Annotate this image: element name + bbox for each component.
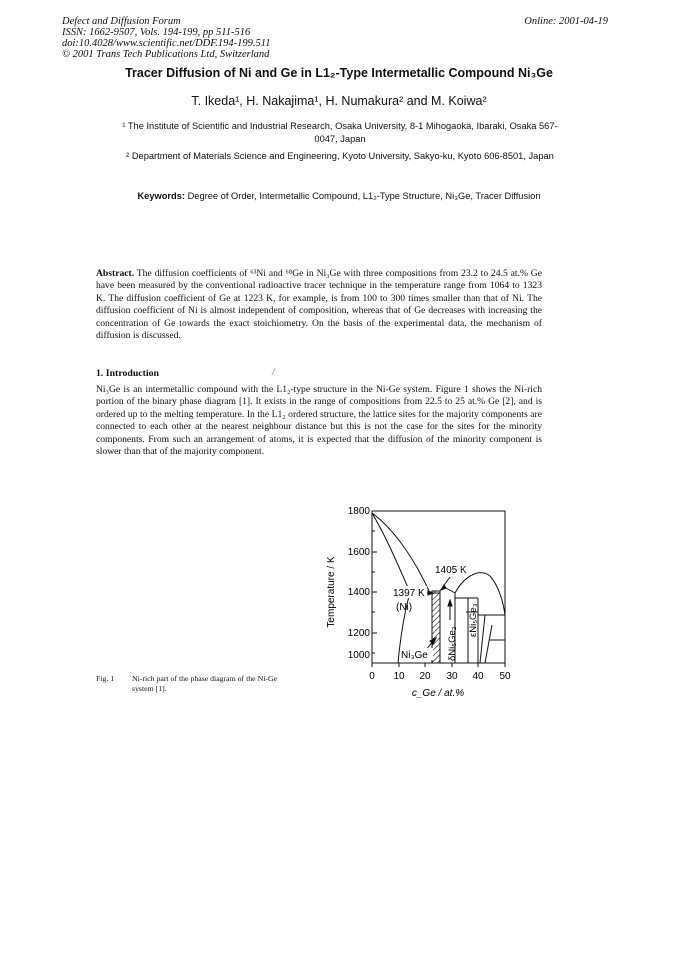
copyright-line: © 2001 Trans Tech Publications Ltd, Switzerland bbox=[62, 49, 270, 60]
keywords-label: Keywords: bbox=[137, 191, 185, 201]
epsilon-low-boundary-1 bbox=[480, 615, 485, 663]
keywords-text: Degree of Order, Intermetallic Compound, L1₂-Type Structure, Ni₃Ge, Tracer Diffusion bbox=[187, 191, 541, 201]
y-tick-1600: 1600 bbox=[347, 547, 370, 558]
abstract-label: Abstract. bbox=[96, 268, 135, 279]
label-delta-ni5ge2: δNi₅Ge₂ bbox=[447, 626, 458, 661]
online-date: Online: 2001-04-19 bbox=[524, 16, 608, 27]
label-1397k: 1397 K bbox=[393, 588, 425, 599]
y-axis-title: Temperature / K bbox=[326, 556, 337, 628]
x-tick-0: 0 bbox=[369, 671, 375, 682]
y-tick-1000: 1000 bbox=[347, 650, 370, 661]
journal-header bbox=[62, 16, 271, 60]
affiliation-1: ¹ The Institute of Scientific and Industrial Research, Osaka University, 8-1 Mihogaoka, Ibaraki, Osaka 567-0047, Japan bbox=[122, 121, 558, 144]
figure-number: Fig. 1 bbox=[96, 674, 115, 683]
epsilon-low-boundary-2 bbox=[485, 625, 492, 663]
figure-caption-line1: Ni-rich part of the phase diagram of the Ni-Ge bbox=[132, 674, 278, 683]
x-tick-10: 10 bbox=[393, 671, 405, 682]
author-list: T. Ikeda¹, H. Nakajima¹, H. Numakura² and M. Koiwa² bbox=[191, 94, 487, 108]
x-tick-40: 40 bbox=[472, 671, 484, 682]
y-axis-ticks bbox=[372, 511, 377, 653]
solidus-curve bbox=[372, 513, 410, 592]
epsilon-liquidus bbox=[455, 573, 505, 615]
figure-caption bbox=[96, 674, 316, 694]
affiliation-2: ² Department of Materials Science and Engineering, Kyoto University, Sakyo-ku, Kyoto 606-8501, Japan bbox=[126, 151, 554, 161]
figure-caption-line2: system [1]. bbox=[132, 684, 167, 693]
x-axis-title: c_Ge / at.% bbox=[411, 688, 465, 699]
ni3ge-phase-field bbox=[432, 591, 440, 663]
section-heading-introduction: 1. Introduction bbox=[96, 368, 159, 379]
y-tick-1400: 1400 bbox=[347, 587, 370, 598]
x-tick-30: 30 bbox=[446, 671, 458, 682]
x-tick-20: 20 bbox=[419, 671, 431, 682]
label-1405k: 1405 K bbox=[435, 565, 467, 576]
phase-diagram-figure bbox=[300, 500, 540, 700]
keywords-line bbox=[0, 191, 678, 201]
issn-line: ISSN: 1662-9507, Vols. 194-199, pp 511-516 bbox=[62, 27, 251, 38]
y-tick-1800: 1800 bbox=[347, 506, 370, 517]
x-axis-ticks bbox=[372, 663, 505, 667]
label-ni3ge: Ni₃Ge bbox=[401, 650, 428, 661]
doi-line: doi:10.4028/www.scientific.net/DDF.194-199.511 bbox=[62, 38, 271, 49]
paper-title: Tracer Diffusion of Ni and Ge in L1₂-Type Intermetallic Compound Ni₃Ge bbox=[125, 66, 553, 80]
abstract-text: The diffusion coefficients of ⁶³Ni and ⁶⁸Ge in Ni₃Ge with three compositions from 23.2 to 24.5 at.% Ge have been measured by the conventional radioactive tracer technique in the temperature range from 1064 to 1323 K. The diffusion coefficient of Ge at 1223 K, for example, is from 100 to 300 times smaller than that of Ni. The diffusion coefficient of Ni is almost independent of composition, whereas that of Ge decreases with increasing the concentration of Ge towards the exact stoichiometry. On the basis of the experimental data, the mechanism of diffusion is discussed. bbox=[96, 268, 542, 342]
label-epsilon-ni5ge3: εNi₅Ge₃ bbox=[468, 603, 479, 637]
x-tick-50: 50 bbox=[499, 671, 511, 682]
abstract-paragraph bbox=[96, 268, 542, 342]
liquidus-curve bbox=[372, 513, 430, 593]
journal-name: Defect and Diffusion Forum bbox=[62, 16, 181, 27]
stray-mark: / bbox=[272, 367, 275, 377]
label-ni-solid-solution: (Ni) bbox=[396, 602, 413, 613]
introduction-paragraph: Ni₃Ge is an intermetallic compound with the L1₂-type structure in the Ni-Ge system. Figure 1 shows the Ni-rich portion of the binary phase diagram [1]. It exists in the range of compositions from 22.5 to 25 at.% Ge [2], and is ordered up to the melting temperature. In the L1₂ ordered structure, the lattice sites for the majority components are connected to each other at the nearest neighbour distance but this is not the case for the sites for the minority components. From such an arrangement of atoms, it is expected that the diffusion of the minority component is slower than that of the majority component. bbox=[96, 384, 542, 458]
y-tick-1200: 1200 bbox=[347, 628, 370, 639]
